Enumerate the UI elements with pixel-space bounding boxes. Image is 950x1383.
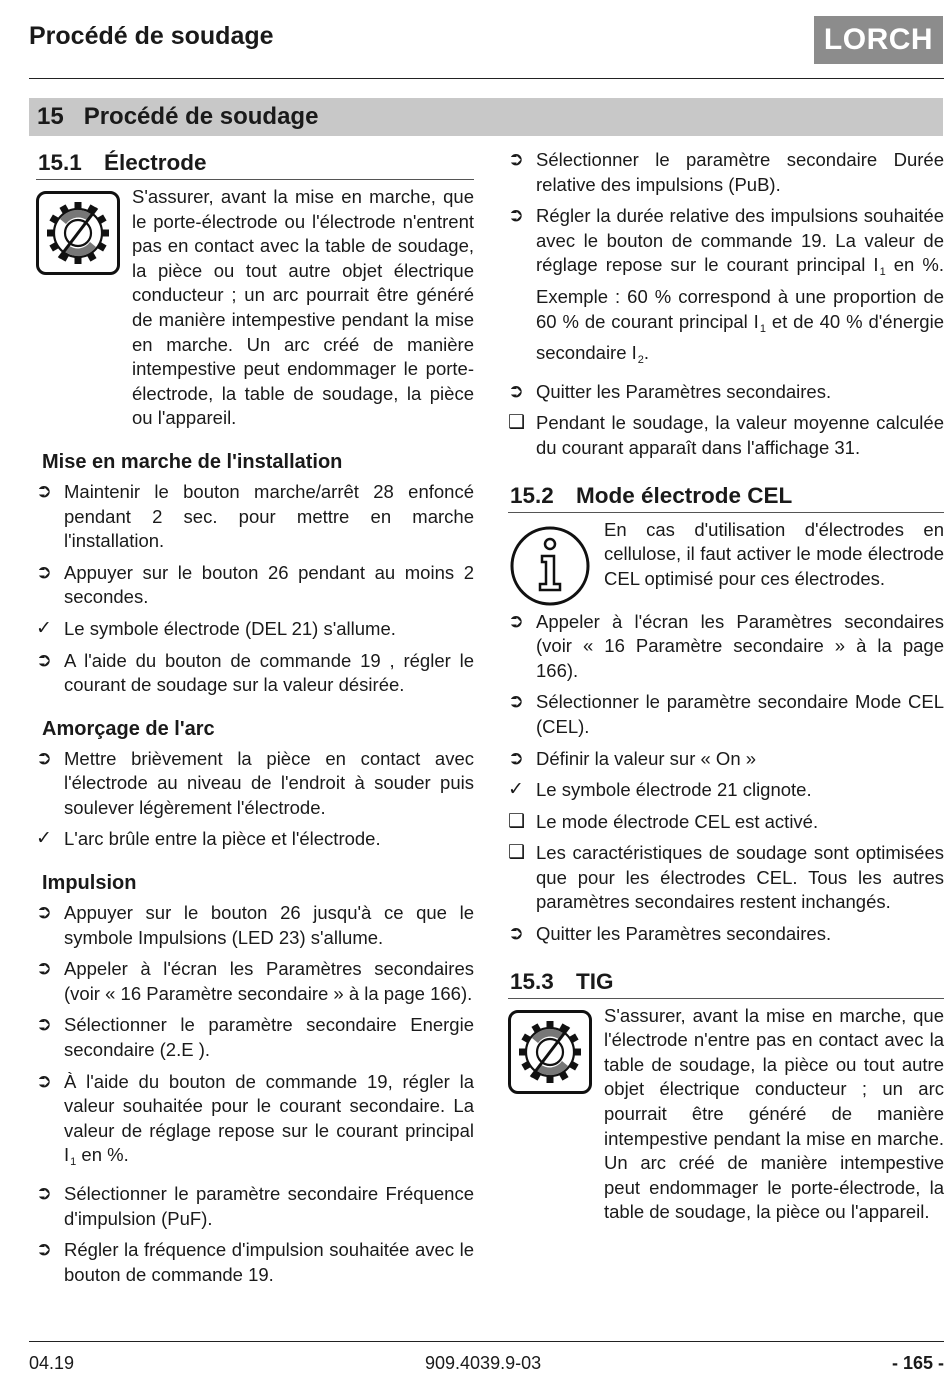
header-rule xyxy=(29,78,944,79)
list-item: ❑ Les caractéristiques de soudage sont optimisées que pour les électrodes CEL. Tous les autres paramètres secondaires restent inchangés. xyxy=(508,841,944,915)
warning-note xyxy=(508,1004,944,1225)
action-marker-icon: ➲ xyxy=(508,205,524,227)
action-marker-icon: ➲ xyxy=(508,610,524,632)
section-name: Mode électrode CEL xyxy=(576,482,793,508)
section-number: 15.2 xyxy=(510,482,554,508)
page-header xyxy=(0,0,950,80)
list-item: ➲ Appuyer sur le bouton 26 pendant au moins 2 secondes. xyxy=(36,561,474,610)
section-15-3-title xyxy=(508,967,944,999)
list-item: ➲ Régler la durée relative des impulsions souhaitée avec le bouton de commande 19. La valeur de réglage repose sur le courant principal $I_1$ en %. Exemple : 60 % correspond à une proportion de 60 % de courant principal $I_1$ et de 40 % d'énergie secondaire $I_2$. xyxy=(508,204,944,373)
section-number: 15.3 xyxy=(510,968,554,994)
list-item: ❑ Le mode électrode CEL est activé. xyxy=(508,810,944,835)
action-marker-icon: ➲ xyxy=(36,561,52,583)
list-item: ➲ A l'aide du bouton de commande 19 , régler le courant de soudage sur la valeur désirée. xyxy=(36,649,474,698)
action-marker-icon: ➲ xyxy=(36,747,52,769)
list-item: ➲ Sélectionner le paramètre secondaire Mode CEL (CEL). xyxy=(508,690,944,739)
subsection-mise-en-marche: Mise en marche de l'installation xyxy=(42,450,343,473)
warning-note xyxy=(36,185,474,431)
cel-mode-list xyxy=(508,610,944,947)
list-item: ➲ Appeler à l'écran les Paramètres secondaires (voir « 16 Paramètre secondaire » à la page 166). xyxy=(508,610,944,684)
action-marker-icon: ➲ xyxy=(36,1183,52,1204)
action-marker-icon: ➲ xyxy=(36,1014,52,1036)
footer-date: 04.19 xyxy=(29,1353,75,1373)
impulsion-list xyxy=(36,901,474,1287)
outcome-marker-icon: ❑ xyxy=(508,412,526,434)
action-marker-icon: ➲ xyxy=(508,380,524,402)
info-note-text: En cas d'utilisation d'électrodes en cellulose, il faut activer le mode électrode CEL optimisé pour ces électrodes. xyxy=(604,518,944,589)
subsection-impulsion: Impulsion xyxy=(42,872,137,895)
list-item: ➲ Définir la valeur sur « On » xyxy=(508,747,944,772)
lorch-logo: LORCH xyxy=(814,16,943,64)
pulse-continued-list xyxy=(508,148,944,461)
outcome-marker-icon: ❑ xyxy=(508,810,526,832)
list-item: ➲ Appeler à l'écran les Paramètres secondaires (voir « 16 Paramètre secondaire » à la page 166). xyxy=(36,957,474,1006)
action-marker-icon: ➲ xyxy=(36,649,52,671)
action-marker-icon: ➲ xyxy=(36,1070,52,1092)
chapter-bar xyxy=(29,98,943,136)
footer-rule xyxy=(29,1341,944,1342)
section-15-1-title xyxy=(36,148,474,180)
list-item: ➲ Sélectionner le paramètre secondaire Energie secondaire (2.E ). xyxy=(36,1013,474,1062)
section-number: 15.1 xyxy=(38,150,82,175)
action-marker-icon: ➲ xyxy=(508,149,524,170)
left-column xyxy=(36,148,474,1294)
list-item: ➲ Maintenir le bouton marche/arrêt 28 enfoncé pendant 2 sec. pour mettre en marche l'installation. xyxy=(36,480,474,554)
list-item: ➲ Quitter les Paramètres secondaires. xyxy=(508,380,944,405)
list-item: ➲ À l'aide du bouton de commande 19, régler la valeur souhaitée pour le courant secondaire. La valeur de réglage repose sur le courant principal $I_1$ en %. xyxy=(36,1070,474,1175)
mise-en-marche-list xyxy=(36,480,474,698)
amorcage-list xyxy=(36,747,474,852)
page-number: - 165 - xyxy=(891,1353,944,1373)
action-marker-icon: ➲ xyxy=(508,747,524,769)
info-icon xyxy=(508,524,592,608)
list-item: ➲ Régler la fréquence d'impulsion souhaitée avec le bouton de commande 19. xyxy=(36,1238,474,1287)
section-name: TIG xyxy=(576,968,614,994)
action-marker-icon: ➲ xyxy=(36,480,52,502)
header-title: Procédé de soudage xyxy=(29,22,274,50)
action-marker-icon: ➲ xyxy=(36,1239,52,1261)
gear-warning-icon xyxy=(508,1010,592,1094)
right-column xyxy=(508,148,944,1229)
action-marker-icon: ➲ xyxy=(36,958,52,980)
list-item: ➲ Mettre brièvement la pièce en contact avec l'électrode au niveau de l'endroit à souder puis soulever légèrement l'électrode. xyxy=(36,747,474,821)
action-marker-icon: ➲ xyxy=(508,691,524,713)
list-item: ❑ Pendant le soudage, la valeur moyenne calculée du courant apparaît dans l'affichage 31. xyxy=(508,411,944,460)
warning-note-text: S'assurer, avant la mise en marche, que le porte-électrode ou l'électrode n'entrent pas en contact avec la table de soudage, la pièce ou tout autre objet électrique conducteur ; un arc pourrait être généré de manière intempestive pendant la mise en marche. Un arc créé de manière intempestive peut endommager le porte-électrode, la table de soudage, la pièce ou l'appareil. xyxy=(132,186,474,429)
check-marker-icon: ✓ xyxy=(36,828,52,850)
check-marker-icon: ✓ xyxy=(36,617,52,639)
subsection-amorcage: Amorçage de l'arc xyxy=(42,717,215,740)
info-note xyxy=(508,518,944,608)
action-marker-icon: ➲ xyxy=(508,923,524,945)
section-15-2-title xyxy=(508,481,944,513)
list-item: ➲ Quitter les Paramètres secondaires. xyxy=(508,922,944,947)
chapter-title: 15 Procédé de soudage xyxy=(37,103,319,130)
footer-doc-number: 909.4039.9-03 xyxy=(425,1353,542,1373)
list-item: ✓ Le symbole électrode (DEL 21) s'allume. xyxy=(36,617,474,642)
list-item: ✓ Le symbole électrode 21 clignote. xyxy=(508,778,944,803)
warning-note-text: S'assurer, avant la mise en marche, que l'électrode n'entre pas en contact avec la table de soudage, la pièce ou tout autre objet électrique conducteur ; un arc pourrait être généré de manière intempestive pendant la mise en marche. Un arc créé de manière intempestive peut endommager le porte-électrode, la table de soudage, la pièce ou l'appareil. xyxy=(604,1004,944,1223)
section-name: Électrode xyxy=(104,150,207,175)
list-item: ➲ Appuyer sur le bouton 26 jusqu'à ce que le symbole Impulsions (LED 23) s'allume. xyxy=(36,901,474,950)
list-item: ✓ L'arc brûle entre la pièce et l'électrode. xyxy=(36,827,474,852)
check-marker-icon: ✓ xyxy=(508,779,524,801)
list-item: ➲ Sélectionner le paramètre secondaire Durée relative des impulsions (PuB). xyxy=(508,148,944,197)
outcome-marker-icon: ❑ xyxy=(508,842,526,864)
list-item: ➲ Sélectionner le paramètre secondaire Fréquence d'impulsion (PuF). xyxy=(36,1182,474,1231)
gear-warning-icon xyxy=(36,191,120,275)
action-marker-icon: ➲ xyxy=(36,902,52,924)
